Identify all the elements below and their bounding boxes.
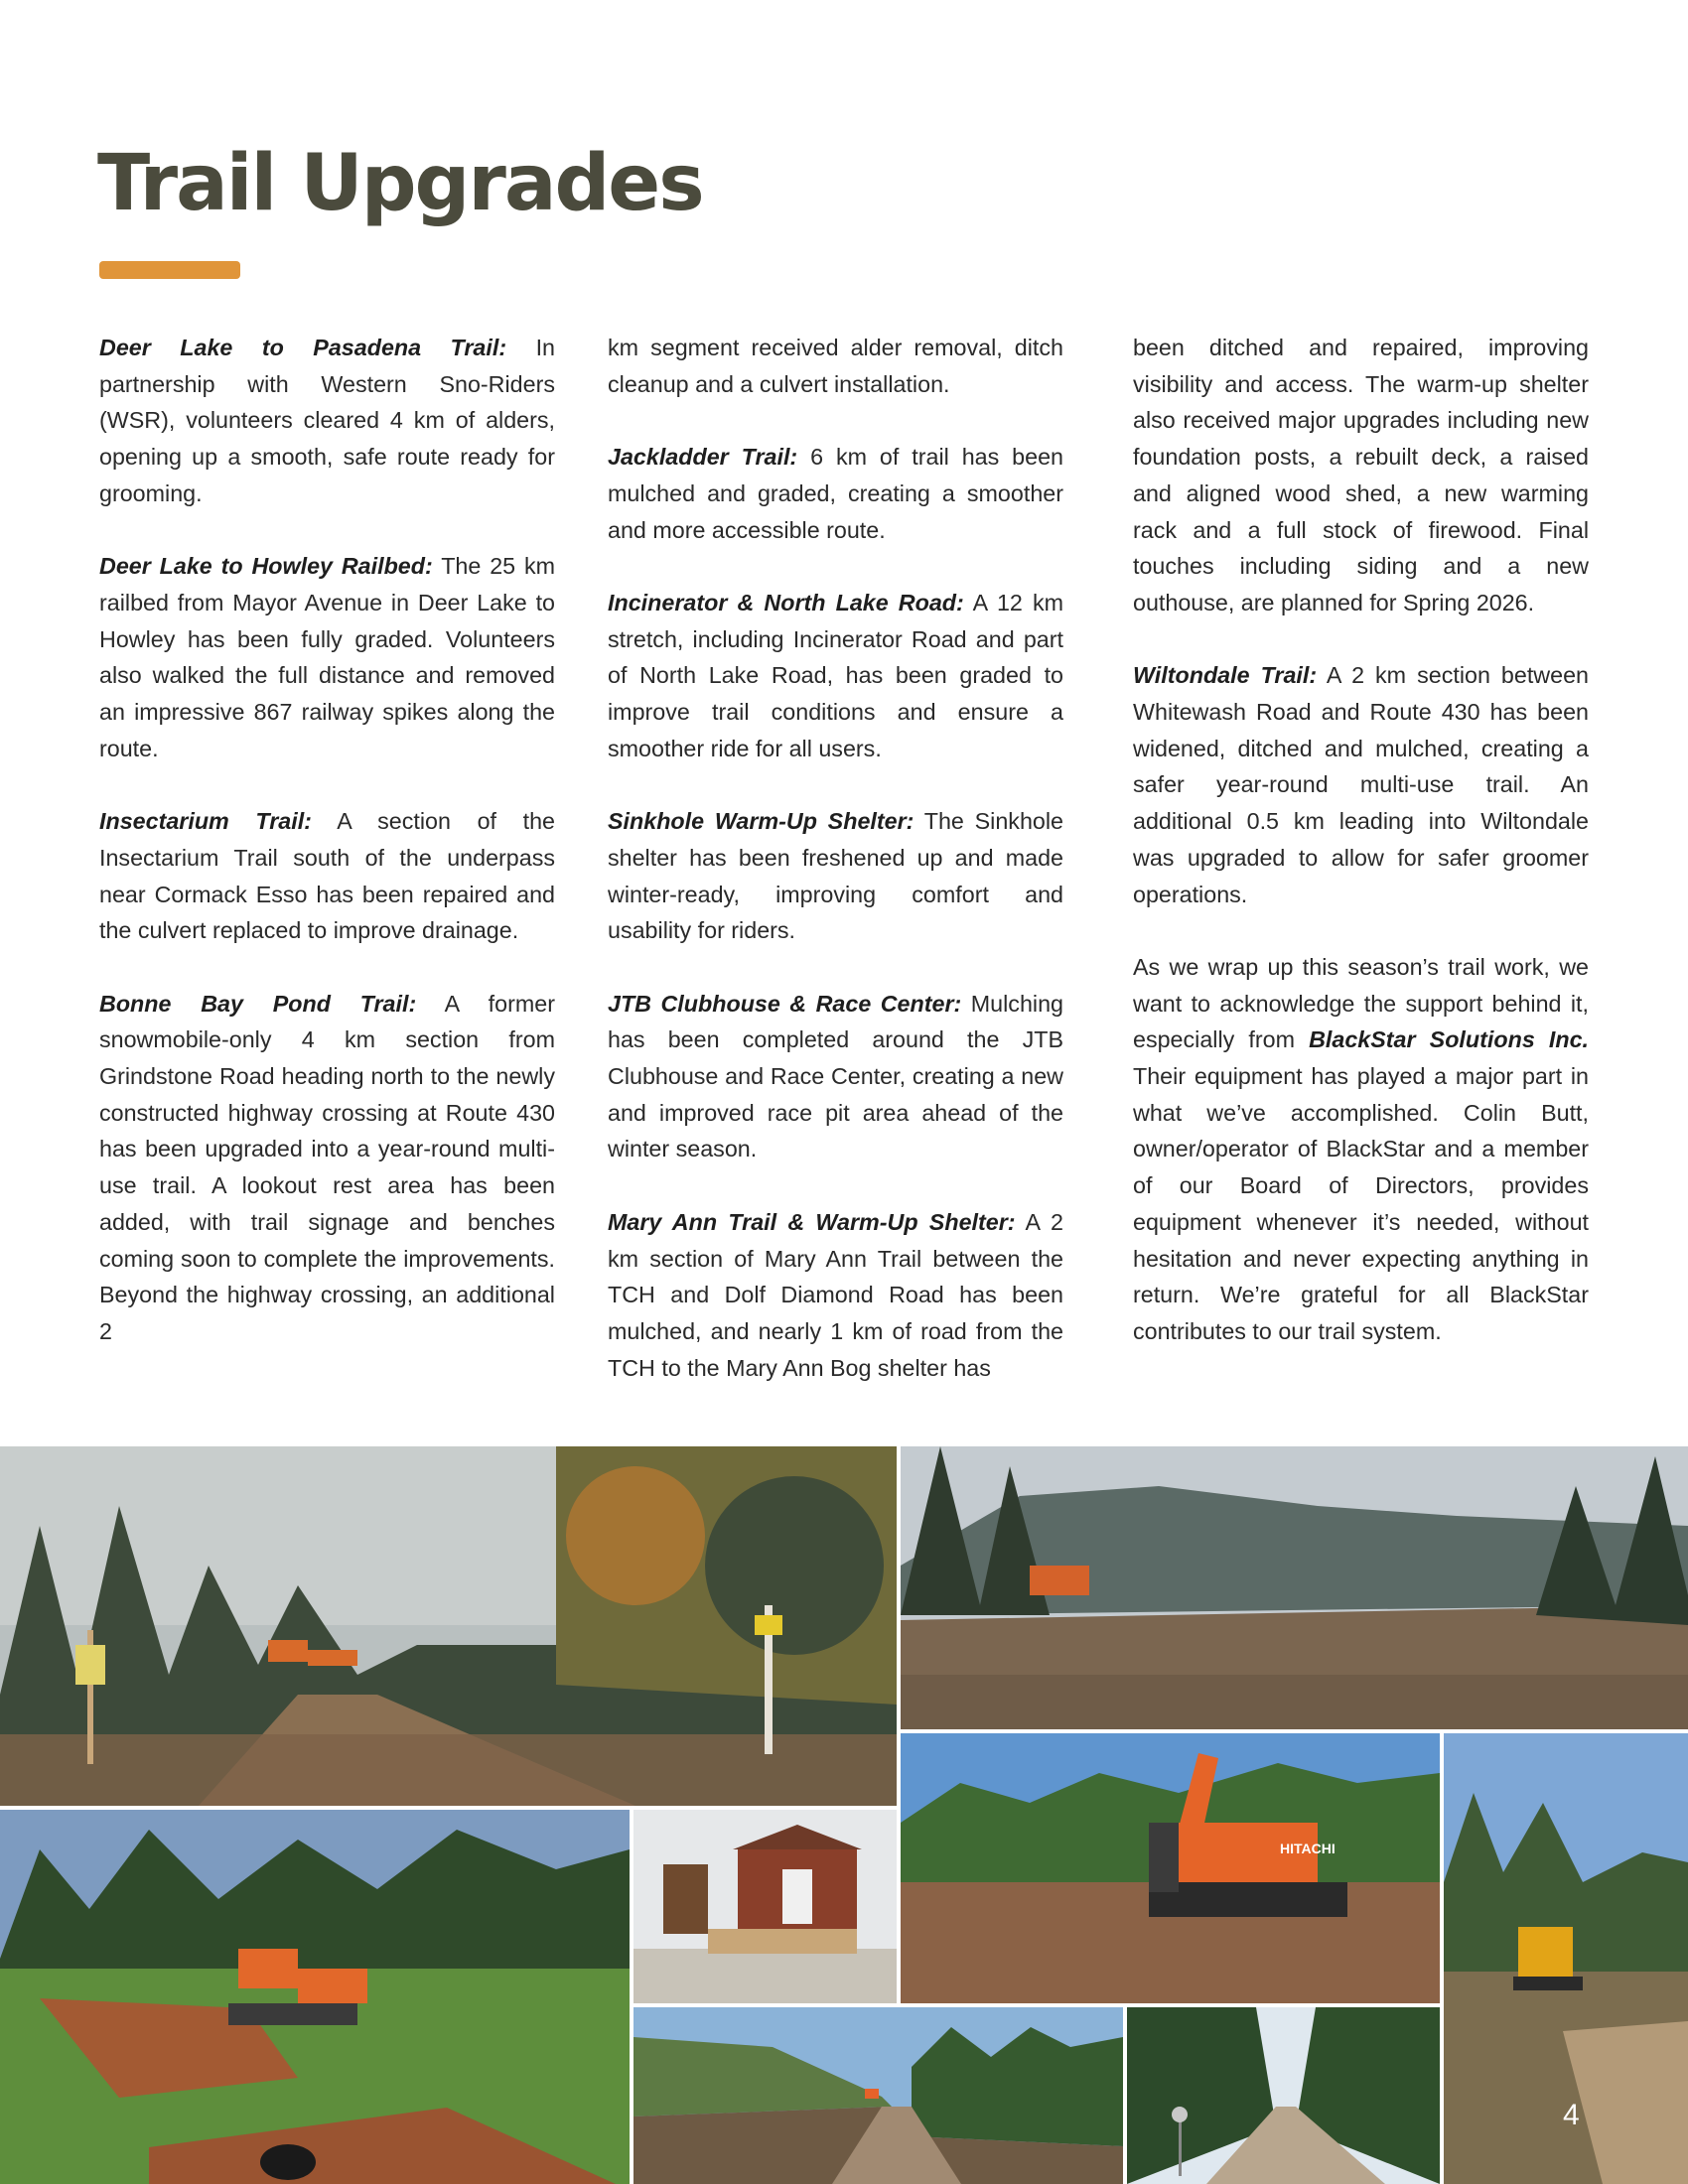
paragraph-heading: Mary Ann Trail & Warm-Up Shelter: [608, 1208, 1016, 1235]
paragraph [99, 548, 555, 766]
paragraph [608, 330, 1063, 402]
paragraph-body: A 2 km section between Whitewash Road and Route 430 has been widened, ditched and mulched, creating a safer year-round multi-use trail. An additional 0.5 km leading into Wiltondale was upgraded to allow for safer groomer operations. [1133, 662, 1589, 907]
photo-foggy-trail-excavator [0, 1446, 897, 1806]
paragraph-body: 6 km of trail has been mulched and graded, creating a smoother and more accessible route. [608, 444, 1063, 543]
paragraph-heading: Incinerator & North Lake Road: [608, 589, 964, 615]
paragraph-heading: Deer Lake to Howley Railbed: [99, 553, 433, 580]
paragraph [1133, 330, 1589, 621]
closing-text: Their equipment has played a major part in what we’ve accomplished. Colin Butt, owner/operator of BlackStar and a member of our Board of Directors, provides equipment whenever it’s needed, without hesitation and never expecting anything in return. We’re grateful for all BlackStar contributes to our trail system. [1133, 1063, 1589, 1344]
text-column-3 [1133, 330, 1589, 1386]
sponsor-name: BlackStar Solutions Inc. [1309, 1026, 1589, 1053]
page-title: Trail Upgrades [97, 139, 703, 228]
paragraph [608, 1204, 1063, 1387]
paragraph-body: Mulching has been completed around the JTB Clubhouse and Race Center, creating a new and improved race pit area ahead of the winter season. [608, 990, 1063, 1162]
paragraph [99, 330, 555, 512]
paragraph-body: been ditched and repaired, improving visibility and access. The warm-up shelter also received major upgrades including new foundation posts, a rebuilt deck, a raised and aligned wood shed, a new warming rack and a full stock of firewood. Final touches including siding and a new outhouse, are planned for Spring 2026. [1133, 335, 1589, 615]
photo-hitachi-excavator [901, 1733, 1440, 2003]
text-column-1 [99, 330, 555, 1386]
paragraph-body: A 2 km section of Mary Ann Trail between the TCH and Dolf Diamond Road has been mulched, and nearly 1 km of road from the TCH to the Mary Ann Bog shelter has [608, 1208, 1063, 1381]
text-column-2 [608, 330, 1063, 1423]
title-accent-bar [99, 261, 240, 279]
paragraph [99, 803, 555, 949]
photo-gravel-road [1127, 2007, 1440, 2184]
paragraph-body: A former snowmobile-only 4 km section from Grindstone Road heading north to the newly constructed highway crossing at Route 430 has been upgraded into a year-round multi-use trail. A lookout rest area has been added, with trail signage and benches coming soon to complete the improvements. Beyond the highway crossing, an additional 2 [99, 990, 555, 1344]
paragraph-body: In partnership with Western Sno-Riders (WSR), volunteers cleared 4 km of alders, opening up a smooth, safe route ready for grooming. [99, 335, 555, 506]
excavator-brand-label: HITACHI [1280, 1841, 1336, 1856]
photo-excavator-culvert [0, 1810, 630, 2184]
paragraph-heading: Wiltondale Trail: [1133, 662, 1318, 689]
paragraph-body: The 25 km railbed from Mayor Avenue in Deer Lake to Howley has been fully graded. Volunteers also walked the full distance and removed an impressive 867 railway spikes along the route. [99, 553, 556, 761]
paragraph-heading: Bonne Bay Pond Trail: [99, 990, 417, 1017]
paragraph [99, 986, 555, 1350]
photo-warmup-shelter [633, 1810, 897, 2003]
paragraph-heading: Deer Lake to Pasadena Trail: [99, 335, 507, 360]
paragraph [608, 803, 1063, 949]
paragraph-body: km segment received alder removal, ditch cleanup and a culvert installation. [608, 335, 1063, 397]
closing-paragraph [1133, 949, 1589, 1350]
paragraph-heading: Jackladder Trail: [608, 444, 798, 471]
photo-graded-trail [633, 2007, 1123, 2184]
paragraph-body: The Sinkhole shelter has been freshened up and made winter-ready, improving comfort and usability for riders. [608, 808, 1063, 944]
paragraph-heading: JTB Clubhouse & Race Center: [608, 990, 962, 1017]
paragraph-body: A 12 km stretch, including Incinerator Road and part of North Lake Road, has been graded to improve trail conditions and ensure a smoother ride for all users. [608, 589, 1063, 761]
closing-text: As we wrap up this season’s trail work, we want to acknowledge the support behind it, especially from [1133, 953, 1589, 1053]
paragraph [608, 986, 1063, 1168]
paragraph [1133, 657, 1589, 912]
paragraph-heading: Insectarium Trail: [99, 808, 312, 835]
photo-mountain-clearing [901, 1446, 1688, 1729]
page-number: 4 [1563, 2099, 1580, 2131]
paragraph-body: A section of the Insectarium Trail south of the underpass near Cormack Esso has been repaired and the culvert replaced to improve drainage. [99, 808, 556, 944]
paragraph [608, 439, 1063, 548]
paragraph-heading: Sinkhole Warm-Up Shelter: [608, 808, 914, 835]
paragraph [608, 585, 1063, 767]
